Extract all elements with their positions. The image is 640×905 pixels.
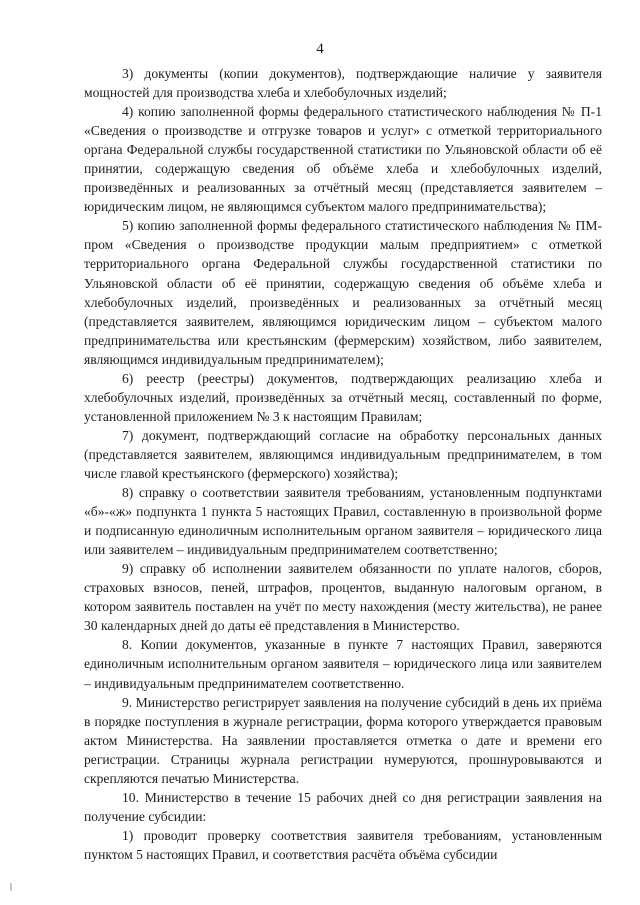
paragraph-item-5-form-pm-prom: 5) копию заполненной формы федерального статистического наблюдения № ПМ-пром «Сведения о производстве продукции малым предприятием» с отметкой территориального органа Федеральной службы государственной статистики по Ульяновской области об её принятии, содержащую сведения об объёме хлеба и хлебобулочных изделий, произведённых и реализованных за отчётный месяц (представляется заявителем, являющимся юридическим лицом – субъектом малого предпринимательства или крестьянским (фермерским) хозяйством, либо заявителем, являющимся индивидуальным предпринимателем);: [84, 218, 602, 367]
paragraph-clause-9-registration: 9. Министерство регистрирует заявления на получение субсидий в день их приёма в порядке поступления в журнале регистрации, форма которого утверждается правовым актом Министерства. На заявлении проставляется отметка о дате и времени его регистрации. Страницы журнала регистрации нумеруются, прошнуровываются и скрепляются печатью Министерства.: [84, 694, 602, 786]
paragraph-clause-10-review: 10. Министерство в течение 15 рабочих дней со дня регистрации заявления на получение субсидии:: [84, 789, 602, 824]
paragraph-item-3-production-capacity: 3) документы (копии документов), подтверждающие наличие у заявителя мощностей для производства хлеба и хлебобулочных изделий;: [84, 66, 602, 101]
paragraph-clause-8-copies: 8. Копии документов, указанные в пункте 7 настоящих Правил, заверяются единоличным исполнительным органом заявителя – юридического лица или заявителем – индивидуальным предпринимателем соответственно.: [84, 637, 602, 691]
paragraph-item-4-form-p1: 4) копию заполненной формы федерального статистического наблюдения № П-1 «Сведения о производстве и отгрузке товаров и услуг» с отметкой территориального органа Федеральной службы государственной статистики по Ульяновской области об её принятии, содержащую сведения об объёме хлеба и хлебобулочных изделий, произведённых и реализованных за отчётный месяц (представляется заявителем – юридическим лицом, не являющимся субъектом малого предпринимательства);: [84, 104, 602, 215]
paragraph-item-8-compliance-certificate: 8) справку о соответствии заявителя требованиям, установленным подпунктами «б»-«ж» подпункта 1 пункта 5 настоящих Правил, составленную в произвольной форме и подписанную единоличным исполнительным органом заявителя – юридического лица или заявителем – индивидуальным предпринимателем соответственно;: [84, 485, 602, 558]
paragraph-item-9-tax-certificate: 9) справку об исполнении заявителем обязанности по уплате налогов, сборов, страховых взносов, пеней, штрафов, процентов, выданную налоговым органом, в котором заявитель поставлен на учёт по месту нахождения (месту жительства), не ранее 30 календарных дней до даты её представления в Министерство.: [84, 561, 602, 634]
paragraph-item-6-registry: 6) реестр (реестры) документов, подтверждающих реализацию хлеба и хлебобулочных изделий, произведённых за отчётный месяц, составленный по форме, установленной приложением № 3 к настоящим Правилам;: [84, 370, 602, 424]
page-number: 4: [316, 41, 324, 57]
scan-edge-mark: [10, 883, 12, 891]
paragraph-item-7-consent: 7) документ, подтверждающий согласие на обработку персональных данных (представляется заявителем, являющимся индивидуальным предпринимателем, в том числе главой крестьянского (фермерского) хозяйства);: [84, 427, 602, 481]
paragraph-clause-10-item-1: 1) проводит проверку соответствия заявителя требованиям, установленным пунктом 5 настоящих Правил, и соответствия расчёта объёма субсидии: [84, 827, 602, 862]
document-body: [84, 64, 602, 864]
